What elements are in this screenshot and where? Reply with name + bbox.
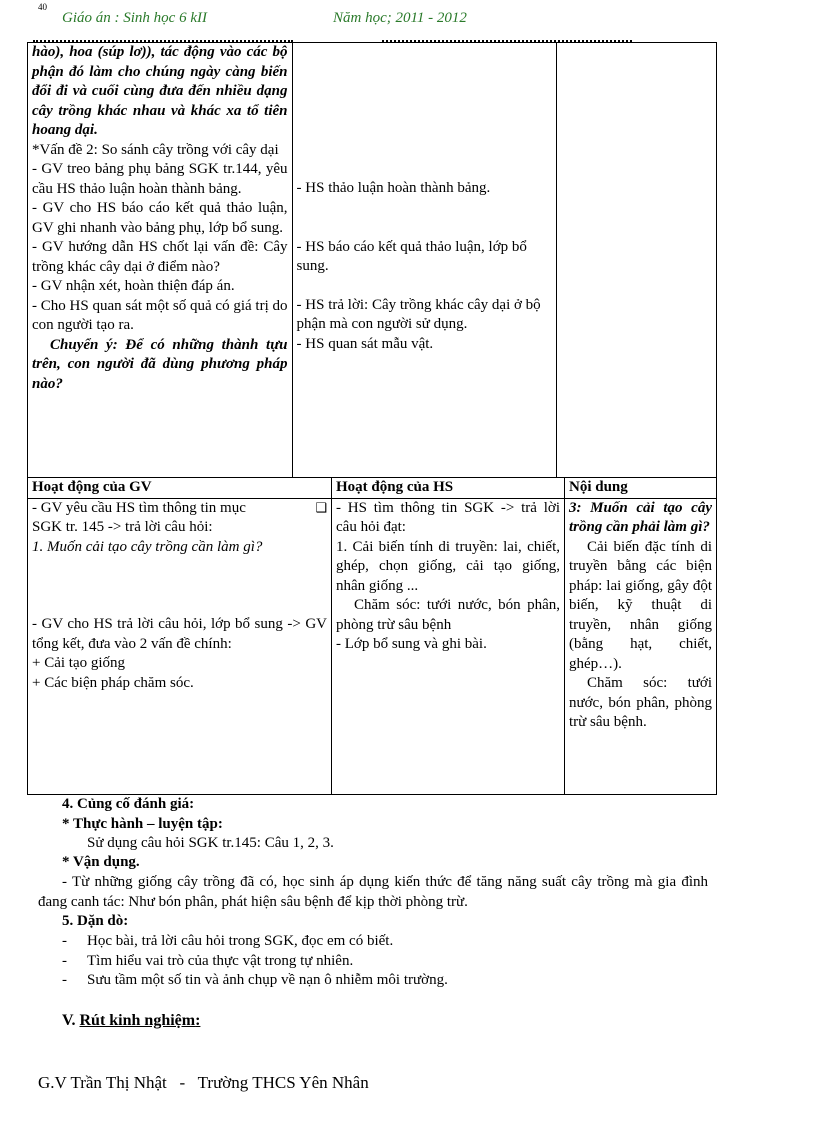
gv-line-1: - GV yêu cầu HS tìm thông tin mục xyxy=(32,499,246,516)
gv-step-5: - Cho HS quan sát một số quả có giá trị do con người tạo ra. xyxy=(32,297,288,333)
content-cell-empty xyxy=(557,43,717,478)
hs-line-1: - HS tìm thông tin SGK -> trả lời câu hỏi đạt: xyxy=(336,499,560,535)
teacher-signature: G.V Trần Thị Nhật - Trường THCS Yên Nhân xyxy=(38,1073,369,1092)
gv-line-5: + Các biện pháp chăm sóc. xyxy=(32,674,194,691)
homework-item: - Học bài, trả lời câu hỏi trong SGK, đọc em có biết. xyxy=(62,933,394,949)
content-summary xyxy=(565,498,717,794)
header-content: Nội dung xyxy=(565,478,717,499)
issue-2-heading: *Vấn đề 2: So sánh cây trồng với cây dại xyxy=(32,141,279,158)
gv-step-1: - GV treo bảng phụ bảng SGK tr.144, yêu cầu HS thảo luận hoàn thành bảng. xyxy=(32,161,288,197)
gv-activity xyxy=(28,498,332,794)
gv-step-2: - GV cho HS báo cáo kết quả thảo luận, GV ghi nhanh vào bảng phụ, lớp bổ sung. xyxy=(32,200,288,236)
homework-list xyxy=(62,932,712,991)
hs-line-2: 1. Cải biến tính di truyền: lai, chiết, ghép, chọn giống, cải tạo giống, nhân giống ... xyxy=(336,538,560,594)
hs-line-4: - Lớp bổ sung và ghi bài. xyxy=(336,636,487,652)
gv-line-3: - GV cho HS trả lời câu hỏi, lớp bổ sung -> GV tổng kết, đưa vào 2 vấn đề chính: xyxy=(32,616,327,652)
hs-activity xyxy=(332,498,565,794)
section-v-heading: V. Rút kinh nghiệm: xyxy=(62,1012,201,1029)
gv-step-4: - GV nhận xét, hoàn thiện đáp án. xyxy=(32,278,235,294)
apply-title: * Vận dụng. xyxy=(62,854,140,870)
section-v-title: Rút kinh nghiệm xyxy=(79,1012,196,1029)
header-subject: Giáo án : Sinh học 6 kII xyxy=(62,10,207,26)
apply-text: - Từ những giống cây trồng đã có, học sinh áp dụng kiến thức để tăng năng suất cây trồng mà gia đình đang canh tác: Như bón phân, phát hiện sâu bệnh để kịp thời phòng trừ. xyxy=(38,874,708,910)
checkbox-icon: ❑ xyxy=(315,500,327,516)
practice-title: * Thực hành – luyện tập: xyxy=(62,816,223,832)
gv-line-2: SGK tr. 145 -> trả lời câu hỏi: xyxy=(32,519,213,535)
header-hs: Hoạt động của HS xyxy=(332,478,565,499)
section-4-title: 4. Củng cố đánh giá: xyxy=(62,796,195,812)
content-para-2: Chăm sóc: tưới nước, bón phân, phòng trừ sâu bệnh. xyxy=(569,675,712,730)
gv-line-4: + Cải tạo giống xyxy=(32,655,126,671)
gv-step-3: - GV hướng dẫn HS chốt lại vấn đề: Cây trồng khác cây dại ở điểm nào? xyxy=(32,239,288,275)
header-school-year: Năm học; 2011 - 2012 xyxy=(333,10,467,26)
gv-question-1: 1. Muốn cải tạo cây trồng cần làm gì? xyxy=(32,538,263,555)
hs-step-2: - HS báo cáo kết quả thảo luận, lớp bổ sung. xyxy=(296,238,527,274)
homework-item: - Sưu tầm một số tin và ảnh chụp về nạn ô nhiễm môi trường. xyxy=(62,972,448,988)
homework-item: - Tìm hiểu vai trò của thực vật trong tự nhiên. xyxy=(62,952,354,969)
lesson-table-continuation xyxy=(27,42,717,478)
header-gv: Hoạt động của GV xyxy=(28,478,332,499)
hs-line-3: Chăm sóc: tưới nước, bón phân, phòng trừ sâu bệnh xyxy=(336,597,560,633)
hs-step-3: - HS trả lời: Cây trồng khác cây dại ở bộ phận mà con người sử dụng. xyxy=(296,296,541,332)
gv-activity-cell xyxy=(28,43,293,478)
content-title: 3: Muốn cải tạo cây trồng cần phải làm gì? xyxy=(569,499,712,535)
section-5-title: 5. Dặn dò: xyxy=(62,913,129,929)
hs-activity-cell xyxy=(292,43,557,478)
hs-step-1: - HS thảo luận hoàn thành bảng. xyxy=(296,180,491,196)
transition-note: Chuyển ý: Để có những thành tựu trên, con người đã dùng phương pháp nào? xyxy=(32,336,288,392)
practice-text: Sử dụng câu hỏi SGK tr.145: Câu 1, 2, 3. xyxy=(87,835,334,851)
content-para-1: Cải biến đặc tính di truyền bằng các biện pháp: lai giống, gây đột biến, kỹ thuật di truyền, nhân giống (bằng hạt, chiết, ghép…). xyxy=(569,538,712,672)
continued-text: hào), hoa (súp lơ)), tác động vào các bộ phận đó làm cho chúng ngày càng biến đổi đi và cuối cùng đưa đến nhiều dạng cây trồng khác nhau và khác xa tổ tiên hoang dại. xyxy=(32,44,288,138)
lesson-table-activity xyxy=(27,477,717,795)
hs-step-4: - HS quan sát mẫu vật. xyxy=(296,335,434,352)
page-number: 40 xyxy=(38,2,47,12)
